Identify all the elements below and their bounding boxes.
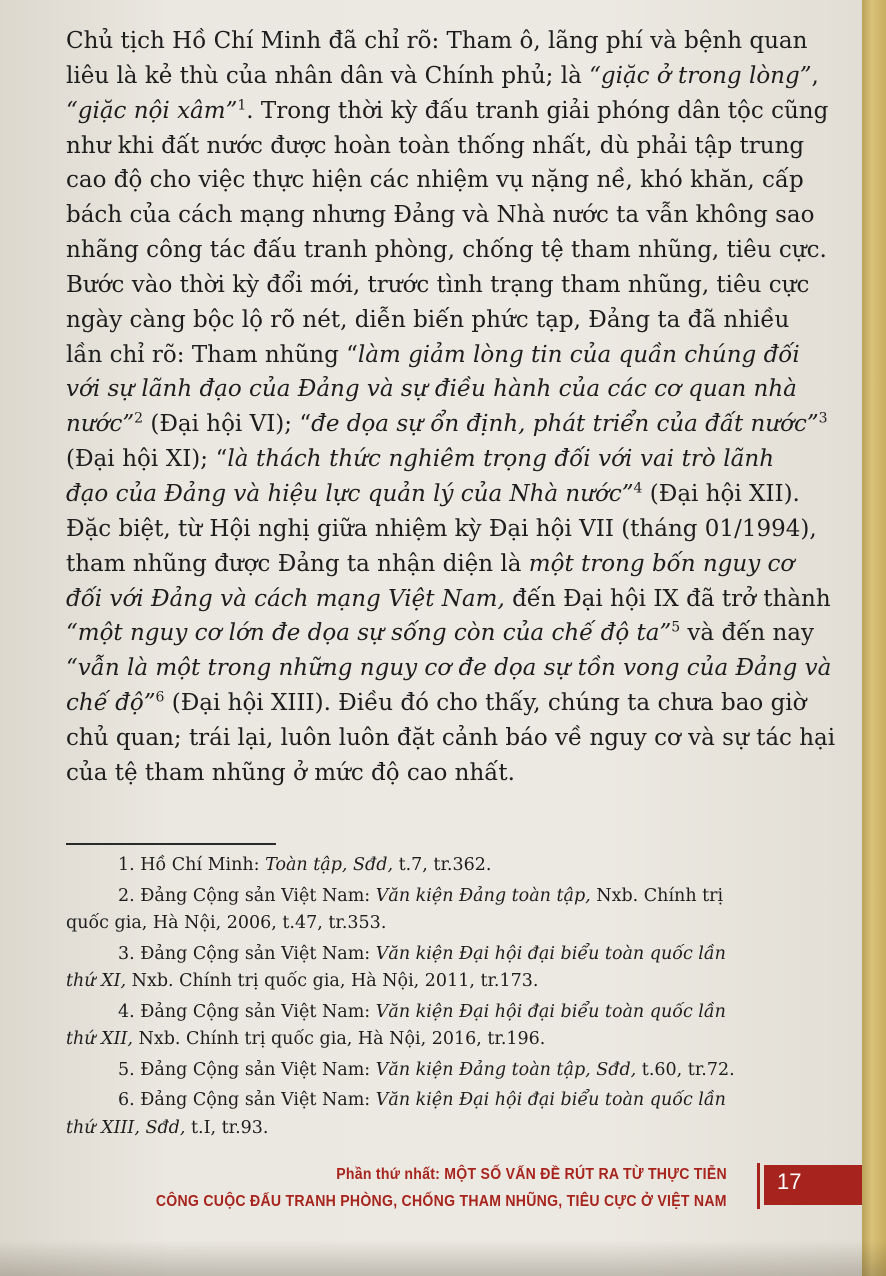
- text-run: Bước vào thời kỳ đổi mới, trước tình trạng tham nhũng, tiêu cực: [66, 271, 810, 298]
- text-run: cao độ cho việc thực hiện các nhiệm vụ nặng nề, khó khăn, cấp: [66, 167, 804, 194]
- text-line: [66, 651, 832, 686]
- text-run: quốc gia, Hà Nội, 2006, t.47, tr.353.: [66, 913, 387, 933]
- text-line: [66, 59, 819, 94]
- italic-run: là thách thức nghiêm trọng đối với vai trò lãnh: [227, 446, 775, 473]
- text-run: t.60, tr.72.: [636, 1059, 735, 1080]
- footnote-continuation: [66, 1115, 762, 1143]
- footnote: [66, 1057, 762, 1085]
- page-edge: [862, 0, 886, 1276]
- text-line: [66, 756, 774, 791]
- text-line: [66, 372, 797, 407]
- text-run: . Trong thời kỳ đấu tranh giải phóng dân tộc cũng: [246, 97, 829, 124]
- footnote: [66, 999, 762, 1054]
- italic-run: thứ XIII, Sđd,: [66, 1117, 186, 1138]
- text-run: (Đại hội XII).: [642, 480, 800, 507]
- text-line: [66, 24, 808, 59]
- footnote-ref: 2: [134, 410, 144, 427]
- text-line: [66, 512, 817, 547]
- text-run: 2. Đảng Cộng sản Việt Nam:: [118, 885, 376, 906]
- text-line: [66, 547, 795, 582]
- italic-run: “giặc ở trong lòng”: [589, 62, 812, 89]
- italic-run: nước”: [66, 411, 135, 438]
- italic-run: thứ XII,: [66, 1029, 133, 1049]
- text-run: ngày càng bộc lộ rõ nét, diễn biến phức tạp, Đảng ta đã nhiều: [66, 306, 790, 333]
- italic-run: “giặc nội xâm”: [66, 97, 238, 124]
- bottom-shadow: [0, 1240, 886, 1276]
- text-line: [66, 163, 804, 198]
- text-run: bách của cách mạng nhưng Đảng và Nhà nước ta vẫn không sao: [66, 202, 815, 229]
- text-run: Nxb. Chính trị quốc gia, Hà Nội, 2011, tr.173.: [126, 971, 539, 991]
- text-run: tham nhũng được Đảng ta nhận diện là: [66, 550, 529, 577]
- text-run: như khi đất nước được hoàn toàn thống nhất, dù phải tập trung: [66, 132, 805, 159]
- text-line: [66, 616, 814, 651]
- text-line: [66, 477, 800, 512]
- footnotes: [66, 852, 762, 1145]
- text-run: đến Đại hội IX đã trở thành: [504, 585, 831, 612]
- text-line: [66, 407, 828, 442]
- italic-run: Văn kiện Đại hội đại biểu toàn quốc lần: [375, 943, 726, 964]
- text-run: t.7, tr.362.: [393, 855, 492, 875]
- footnote-continuation: [66, 910, 762, 938]
- text-line: [66, 129, 805, 164]
- italic-run: chế độ”: [66, 690, 156, 717]
- text-run: (Đại hội XIII). Điều đó cho thấy, chúng ta chưa bao giờ: [164, 690, 807, 717]
- footnote-first-line: [66, 883, 762, 911]
- text-line: [66, 233, 827, 268]
- footnote-ref: 3: [818, 410, 828, 427]
- text-run: Đặc biệt, từ Hội nghị giữa nhiệm kỳ Đại hội VII (tháng 01/1994),: [66, 515, 817, 542]
- footnote-first-line: [66, 1057, 762, 1085]
- footnote-ref: 6: [155, 689, 165, 706]
- text-run: (Đại hội XI); “: [66, 446, 228, 473]
- text-line: [66, 338, 800, 373]
- text-run: và đến nay: [680, 620, 814, 647]
- text-line: [66, 94, 829, 129]
- footnote-first-line: [66, 999, 762, 1027]
- footnote: [66, 1087, 762, 1142]
- text-line: [66, 268, 810, 303]
- italic-run: thứ XI,: [66, 971, 127, 991]
- italic-run: đạo của Đảng và hiệu lực quản lý của Nhà nước”: [66, 480, 634, 507]
- italic-run: với sự lãnh đạo của Đảng và sự điều hành của các cơ quan nhà: [66, 376, 797, 403]
- footnote: [66, 941, 762, 996]
- footer-section-title: Phần thứ nhất: MỘT SỐ VẤN ĐỀ RÚT RA TỪ THỰC TIỄN: [336, 1166, 727, 1183]
- italic-run: đe dọa sự ổn định, phát triển của đất nước”: [311, 411, 819, 438]
- footnote-first-line: [66, 1087, 762, 1115]
- page-number: 17: [777, 1169, 802, 1194]
- page-footer: [0, 1161, 862, 1221]
- main-paragraph: [66, 24, 836, 791]
- text-run: Nxb. Chính trị: [590, 885, 724, 906]
- footnote: [66, 883, 762, 938]
- text-run: nhãng công tác đấu tranh phòng, chống tệ tham nhũng, tiêu cực.: [66, 237, 827, 264]
- footnote-continuation: [66, 968, 762, 996]
- text-run: 1. Hồ Chí Minh:: [118, 855, 266, 875]
- italic-run: Văn kiện Đảng toàn tập, Sđd,: [375, 1059, 637, 1080]
- text-run: 4. Đảng Cộng sản Việt Nam:: [118, 1001, 376, 1022]
- text-run: Nxb. Chính trị quốc gia, Hà Nội, 2016, tr.196.: [132, 1029, 546, 1049]
- text-run: 5. Đảng Cộng sản Việt Nam:: [118, 1059, 376, 1080]
- footnote-first-line: [66, 852, 762, 880]
- italic-run: làm giảm lòng tin của quần chúng đối: [357, 341, 800, 368]
- italic-run: Văn kiện Đảng toàn tập,: [375, 885, 591, 906]
- footer-divider: [757, 1163, 760, 1209]
- text-run: Chủ tịch Hồ Chí Minh đã chỉ rõ: Tham ô, lãng phí và bệnh quan: [66, 28, 808, 54]
- text-run: 3. Đảng Cộng sản Việt Nam:: [118, 943, 376, 964]
- text-line: [66, 198, 815, 233]
- text-run: t.I, tr.93.: [185, 1117, 269, 1138]
- footnote-continuation: [66, 1026, 762, 1054]
- text-line: [66, 303, 790, 338]
- footnote-ref: 1: [237, 97, 247, 114]
- text-run: liêu là kẻ thù của nhân dân và Chính phủ; là: [66, 62, 590, 89]
- italic-run: “một nguy cơ lớn đe dọa sự sống còn của chế độ ta”: [66, 620, 672, 647]
- footnote-separator: [66, 843, 276, 845]
- text-run: chủ quan; trái lại, luôn luôn đặt cảnh báo về nguy cơ và sự tác hại: [66, 724, 836, 751]
- footnote-ref: 4: [633, 480, 643, 497]
- italic-run: đối với Đảng và cách mạng Việt Nam,: [66, 585, 505, 612]
- text-line: [66, 582, 831, 617]
- footer-section-subtitle: CÔNG CUỘC ĐẤU TRANH PHÒNG, CHỐNG THAM NHŨNG, TIÊU CỰC Ở VIỆT NAM: [156, 1193, 727, 1210]
- text-line: [66, 442, 774, 477]
- text-run: ,: [811, 62, 819, 89]
- text-line: [66, 721, 836, 756]
- text-line: [66, 686, 807, 721]
- italic-run: Toàn tập, Sđd,: [265, 855, 394, 875]
- text-run: 6. Đảng Cộng sản Việt Nam:: [118, 1090, 376, 1110]
- italic-run: Văn kiện Đại hội đại biểu toàn quốc lần: [375, 1090, 726, 1110]
- text-run: lần chỉ rõ: Tham nhũng “: [66, 341, 358, 368]
- italic-run: một trong bốn nguy cơ: [528, 550, 795, 577]
- italic-run: “vẫn là một trong những nguy cơ đe dọa sự tồn vong của Đảng và: [66, 655, 832, 682]
- italic-run: Văn kiện Đại hội đại biểu toàn quốc lần: [375, 1001, 726, 1022]
- footnote-ref: 5: [671, 619, 681, 636]
- footnote-first-line: [66, 941, 762, 969]
- footnote: [66, 852, 762, 880]
- text-run: của tệ tham nhũng ở mức độ cao nhất.: [66, 759, 515, 786]
- text-run: (Đại hội VI); “: [143, 411, 312, 438]
